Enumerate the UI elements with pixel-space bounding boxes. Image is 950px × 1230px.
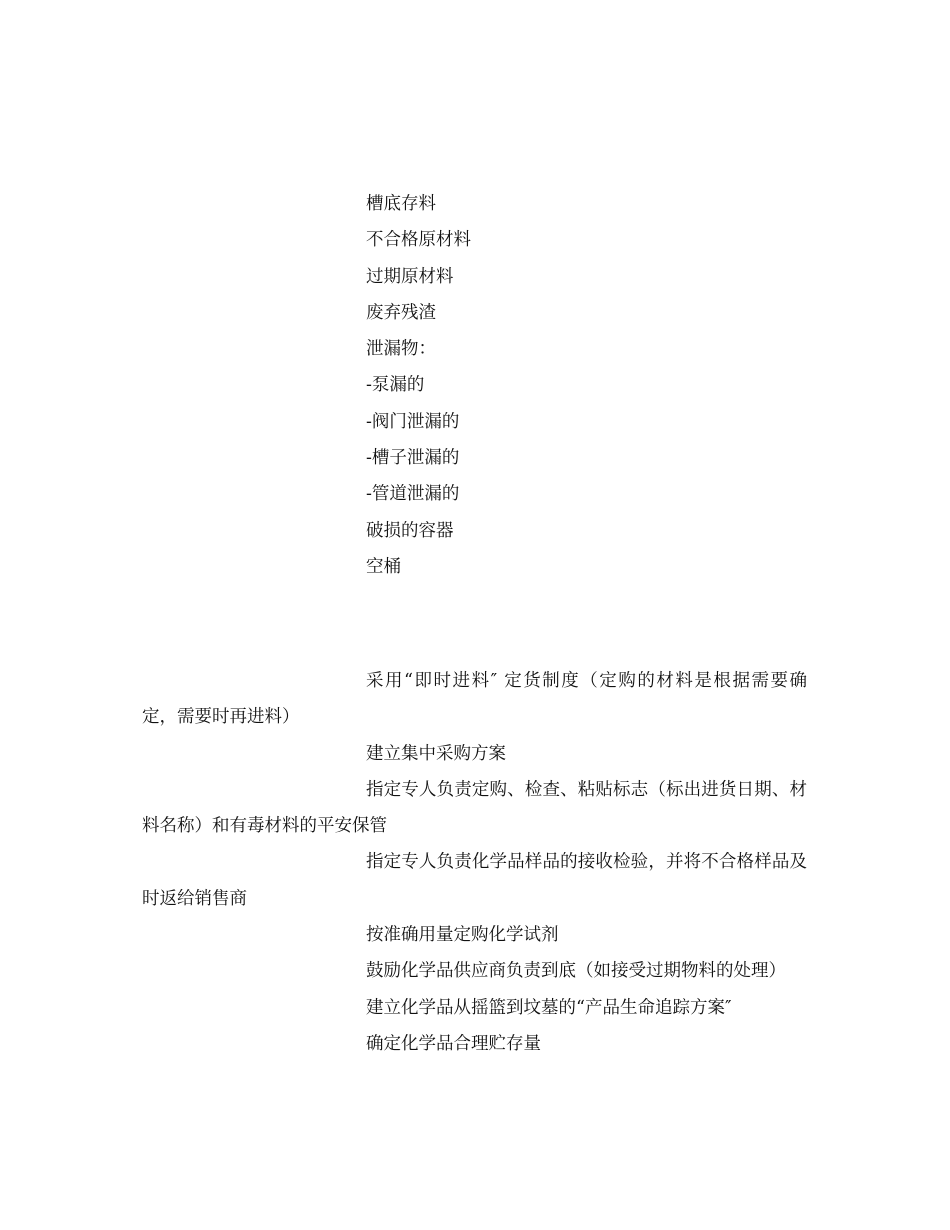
measure-paragraph: 采用“即时进料″ 定货制度（定购的材料是根据需要确定，需要时再进料） [142,671,807,728]
measure-paragraph: 鼓励化学品供应商负责到底（如接受过期物料的处理） [366,961,786,982]
list-item: 空桶 [366,556,401,577]
measure-paragraph: 建立集中采购方案 [366,743,506,764]
measure-paragraph: 指定专人负责定购、检查、粘贴标志（标出进货日期、材料名称）和有毒材料的平安保管 [142,779,807,837]
list-item: 槽底存料 [366,194,436,214]
list-item: 过期原材料 [366,266,454,287]
list-item: -管道泄漏的 [366,484,460,505]
list-item: 破损的容器 [366,520,454,541]
list-item: -阀门泄漏的 [366,411,460,432]
measure-paragraph: 建立化学品从摇篮到坟墓的“产品生命追踪方案″ [366,997,732,1018]
measure-paragraph: 确定化学品合理贮存量 [366,1033,541,1054]
measure-paragraph: 按准确用量定购化学试剂 [366,925,559,946]
measures-list [142,663,807,1062]
list-item: -槽子泄漏的 [366,448,460,469]
measure-paragraph: 指定专人负责化学品样品的接收检验，并将不合格样品及时返给销售商 [142,852,807,909]
waste-source-list [366,191,471,590]
list-item: 泄漏物： [366,339,436,360]
list-item: 废弃残渣 [366,302,436,323]
list-item: -泵漏的 [366,375,425,396]
list-item: 不合格原材料 [366,230,471,251]
